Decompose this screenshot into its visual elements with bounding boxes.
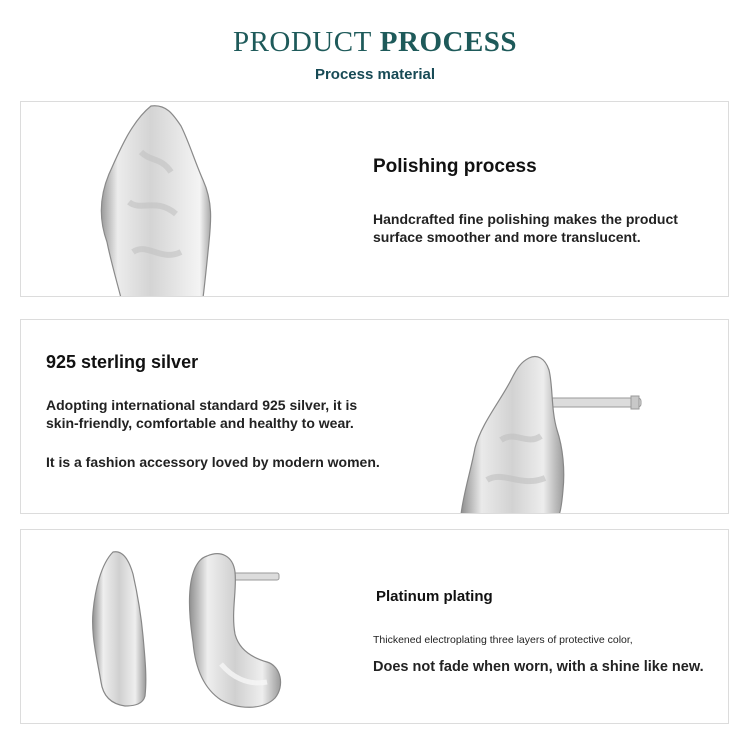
section-polishing (20, 101, 729, 297)
page-title (0, 26, 750, 59)
section-heading: Polishing process (373, 156, 537, 177)
section-description: Does not fade when worn, with a shine like new. (373, 659, 704, 675)
section-description: Adopting international standard 925 silver, it is skin-friendly, comfortable and healthy to wear. (46, 397, 358, 431)
earring-pair-image (71, 546, 311, 716)
section-heading: Platinum plating (376, 588, 493, 605)
earring-closeup-image (81, 102, 231, 297)
earring-side-image (441, 320, 671, 514)
section-sterling-silver (20, 319, 729, 514)
title-bold: PROCESS (379, 26, 518, 58)
section-platinum-plating (20, 529, 729, 724)
section-description-2: It is a fashion accessory loved by modern women. (46, 454, 380, 470)
section-description: Handcrafted fine polishing makes the product surface smoother and more translucent. (373, 211, 678, 245)
section-note: Thickened electroplating three layers of protective color, (373, 634, 633, 646)
title-light: PRODUCT (232, 26, 372, 58)
page-subtitle: Process material (314, 66, 436, 83)
section-heading: 925 sterling silver (46, 352, 199, 372)
